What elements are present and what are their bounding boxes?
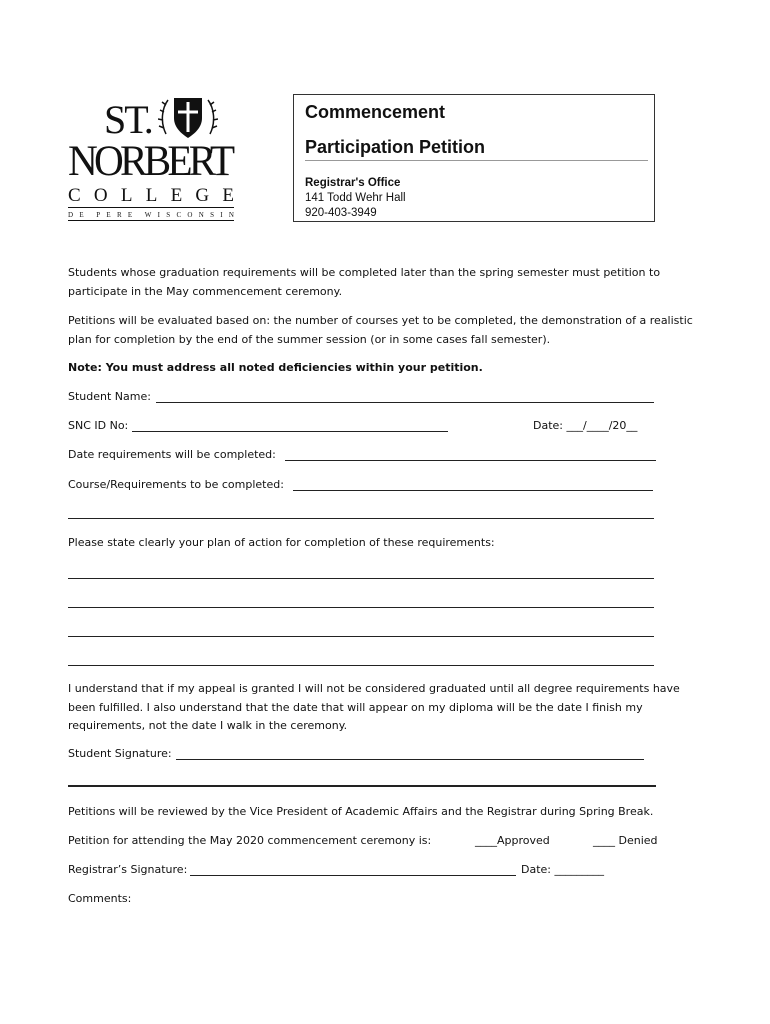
plan-label: Please state clearly your plan of action for completion of these requirements: bbox=[68, 536, 495, 549]
agreement-paragraph: I understand that if my appeal is granted I will not be considered graduated until all degree requirements have been fulfilled. I also understand that the date that will appear on my diploma will be the date I finish my requirements, not the date I walk in the ceremony. bbox=[68, 682, 680, 732]
plan-line-3[interactable] bbox=[68, 636, 654, 637]
course-requirements-line-2[interactable] bbox=[68, 518, 654, 519]
crest-icon bbox=[158, 94, 218, 142]
snc-id-label: SNC ID No: bbox=[68, 419, 129, 432]
student-signature-line[interactable] bbox=[176, 749, 644, 760]
header-box bbox=[293, 94, 655, 222]
logo-st: ST. bbox=[104, 97, 152, 142]
date-field[interactable]: Date: ___/____/20__ bbox=[533, 419, 638, 432]
approved-option[interactable]: ____Approved bbox=[475, 834, 550, 847]
date-requirements-label: Date requirements will be completed: bbox=[68, 448, 276, 461]
student-signature-label: Student Signature: bbox=[68, 747, 172, 760]
course-requirements-line[interactable] bbox=[293, 480, 653, 491]
logo-location: D E P E R E W I S C O N S I N bbox=[68, 211, 234, 219]
office-address: 141 Todd Wehr Hall bbox=[305, 192, 406, 204]
registrar-signature-line[interactable] bbox=[190, 865, 516, 876]
logo-norbert: NORBERT bbox=[68, 138, 232, 185]
logo-college: C O L L E G E bbox=[68, 185, 234, 206]
college-logo bbox=[66, 94, 246, 224]
plan-line-2[interactable] bbox=[68, 607, 654, 608]
review-text: Petitions will be reviewed by the Vice President of Academic Affairs and the Registrar during Spring Break. bbox=[68, 805, 654, 818]
form-title-line2: Participation Petition bbox=[305, 137, 486, 157]
plan-line-1[interactable] bbox=[68, 578, 654, 579]
course-requirements-label: Course/Requirements to be completed: bbox=[68, 478, 284, 491]
denied-option[interactable]: ____ Denied bbox=[593, 834, 658, 847]
section-separator bbox=[68, 785, 656, 787]
student-name-line[interactable] bbox=[156, 392, 654, 403]
header-divider bbox=[305, 160, 648, 161]
form-title-line1: Commencement bbox=[305, 102, 446, 122]
petition-status-label: Petition for attending the May 2020 commencement ceremony is: bbox=[68, 834, 432, 847]
student-name-label: Student Name: bbox=[68, 390, 151, 403]
snc-id-line[interactable] bbox=[132, 421, 448, 432]
comments-label: Comments: bbox=[68, 892, 132, 905]
note-text: Note: You must address all noted deficiencies within your petition. bbox=[68, 361, 483, 374]
intro-paragraph-2: Petitions will be evaluated based on: the number of courses yet to be completed, the demonstration of a realistic plan for completion by the end of the summer session (or in some cases fall semester). bbox=[68, 314, 693, 346]
intro-paragraph-1: Students whose graduation requirements will be completed later than the spring semester must petition to participate in the May commencement ceremony. bbox=[68, 266, 661, 298]
plan-line-4[interactable] bbox=[68, 665, 654, 666]
date-requirements-line[interactable] bbox=[285, 450, 656, 461]
registrar-signature-label: Registrar’s Signature: bbox=[68, 863, 188, 876]
office-phone: 920-403-3949 bbox=[305, 207, 377, 219]
registrar-date-field[interactable]: Date: _________ bbox=[521, 863, 604, 876]
office-name: Registrar's Office bbox=[305, 177, 401, 189]
